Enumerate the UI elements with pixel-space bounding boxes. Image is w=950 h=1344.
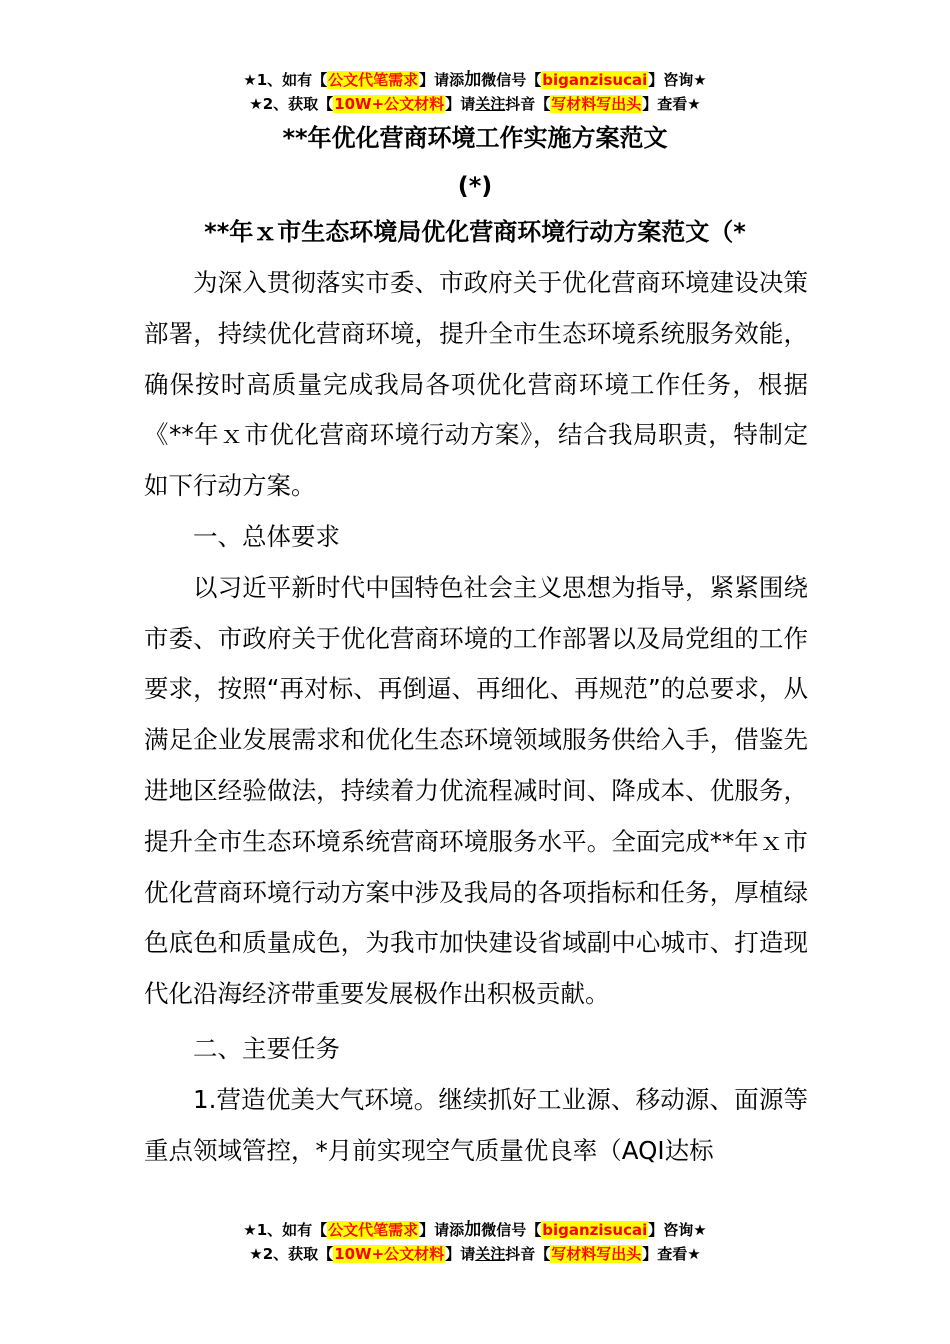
promo-text: 】请 bbox=[445, 95, 476, 113]
promo-line-1 bbox=[0, 68, 950, 92]
promo-text: 微信号【 bbox=[481, 71, 542, 89]
promo-line-2 bbox=[0, 92, 950, 116]
document-title: **年优化营商环境工作实施方案范文 bbox=[282, 124, 668, 152]
document-title-suffix: (*) bbox=[457, 172, 493, 200]
body-paragraph: 为深入贯彻落实市委、市政府关于优化营商环境建设决策部署，持续优化营商环境，提升全市生态环境系统服务效能，确保按时高质量完成我局各项优化营商环境工作任务，根据《**年ｘ市优化营商环境行动方案》，结合我局职责，特制定如下行动方案。 bbox=[144, 268, 808, 501]
promo-text: 】查看★ bbox=[642, 95, 701, 113]
promo-text: ★1、如有【 bbox=[243, 1221, 328, 1239]
promo-wechat-id: biganzisucai bbox=[542, 1221, 648, 1239]
promo-douyin-id: 写材料写出头 bbox=[551, 1245, 642, 1263]
promo-text: 】请添 bbox=[419, 71, 465, 89]
section-heading: 一、总体要求 bbox=[193, 521, 340, 551]
promo-emphasis: 关注 bbox=[475, 95, 506, 113]
promo-text: 抖音【 bbox=[505, 1245, 551, 1263]
promo-line-1 bbox=[0, 1218, 950, 1242]
promo-text: 】咨询★ bbox=[648, 1221, 707, 1239]
promo-wechat-id: biganzisucai bbox=[542, 71, 648, 89]
promo-line-2 bbox=[0, 1242, 950, 1266]
promo-douyin-id: 写材料写出头 bbox=[551, 95, 642, 113]
promo-highlight: 10W+公文材料 bbox=[334, 1245, 445, 1263]
promo-text: 】咨询★ bbox=[648, 71, 707, 89]
promo-emphasis: 加 bbox=[464, 1220, 482, 1240]
promo-text: 微信号【 bbox=[481, 1221, 542, 1239]
promo-emphasis: 加 bbox=[464, 70, 482, 90]
promo-text: 】请添 bbox=[419, 1221, 465, 1239]
promo-text: ★2、获取【 bbox=[249, 95, 334, 113]
promo-highlight: 公文代笔需求 bbox=[328, 1221, 419, 1239]
bottom-promo-banner bbox=[0, 1218, 950, 1266]
document-body bbox=[144, 258, 808, 1176]
body-paragraph: 1.营造优美大气环境。继续抓好工业源、移动源、面源等重点领域管控，*月前实现空气质量优良率（AQI达标 bbox=[144, 1084, 808, 1165]
promo-emphasis: 关注 bbox=[475, 1245, 506, 1263]
promo-highlight: 10W+公文材料 bbox=[334, 95, 445, 113]
promo-text: ★2、获取【 bbox=[249, 1245, 334, 1263]
top-promo-banner bbox=[0, 68, 950, 116]
body-paragraph: 以习近平新时代中国特色社会主义思想为指导，紧紧围绕市委、市政府关于优化营商环境的工作部署以及局党组的工作要求，按照“再对标、再倒逼、再细化、再规范”的总要求，从满足企业发展需求和优化生态环境领域服务供给入手，借鉴先进地区经验做法，持续着力优流程减时间、降成本、优服务，提升全市生态环境系统营商环境服务水平。全面完成**年ｘ市优化营商环境行动方案中涉及我局的各项指标和任务，厚植绿色底色和质量成色，为我市加快建设省域副中心城市、打造现代化沿海经济带重要发展极作出积极贡献。 bbox=[144, 572, 808, 1009]
promo-text: 】查看★ bbox=[642, 1245, 701, 1263]
promo-text: 抖音【 bbox=[505, 95, 551, 113]
promo-text: 】请 bbox=[445, 1245, 476, 1263]
section-heading: 二、主要任务 bbox=[193, 1033, 340, 1063]
promo-text: ★1、如有【 bbox=[243, 71, 328, 89]
promo-highlight: 公文代笔需求 bbox=[328, 71, 419, 89]
document-subtitle: **年ｘ市生态环境局优化营商环境行动方案范文（* bbox=[204, 218, 746, 246]
